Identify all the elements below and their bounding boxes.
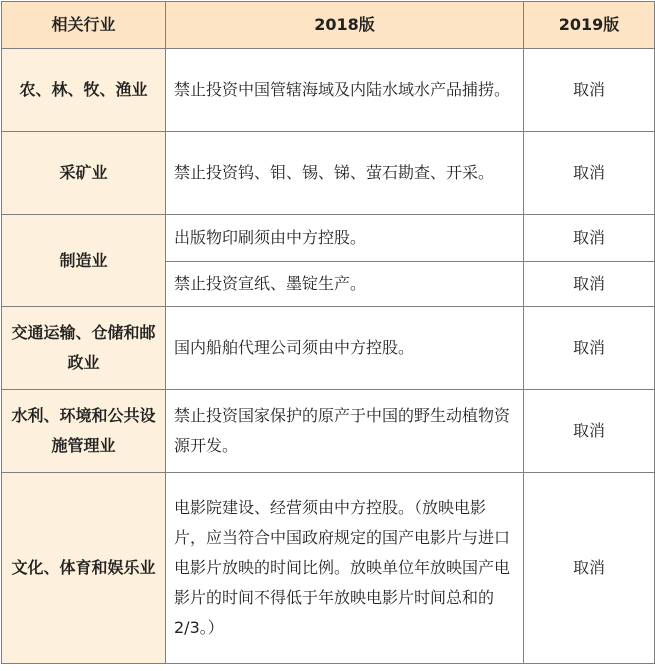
industry-cell: 农、林、牧、渔业 <box>2 49 166 132</box>
status-cell: 取消 <box>524 307 655 390</box>
document-page <box>1 1 654 669</box>
content-cell: 电影院建设、经营须由中方控股。（放映电影片，应当符合中国政府规定的国产电影片与进口电影片放映的时间比例。放映单位年放映国产电影片的时间不得低于年放映电影片时间总和的 2/3。） <box>166 473 524 664</box>
content-cell: 禁止投资钨、钼、锡、锑、萤石勘查、开采。 <box>166 132 524 215</box>
table-row <box>2 215 655 262</box>
content-cell: 禁止投资国家保护的原产于中国的野生动植物资源开发。 <box>166 390 524 473</box>
table-row <box>2 390 655 473</box>
industry-cell: 文化、体育和娱乐业 <box>2 473 166 664</box>
status-cell: 取消 <box>524 132 655 215</box>
status-cell: 取消 <box>524 390 655 473</box>
table-row <box>2 49 655 132</box>
table-row <box>2 132 655 215</box>
content-cell: 禁止投资中国管辖海域及内陆水域水产品捕捞。 <box>166 49 524 132</box>
industry-cell: 采矿业 <box>2 132 166 215</box>
content-cell: 国内船舶代理公司须由中方控股。 <box>166 307 524 390</box>
status-cell: 取消 <box>524 215 655 262</box>
header-2018-edition: 2018版 <box>166 2 524 49</box>
status-cell: 取消 <box>524 49 655 132</box>
industry-cell: 交通运输、仓储和邮政业 <box>2 307 166 390</box>
table-row <box>2 473 655 664</box>
negative-list-comparison-table <box>1 1 655 664</box>
table-row <box>2 307 655 390</box>
header-2019-edition: 2019版 <box>524 2 655 49</box>
table-header-row <box>2 2 655 49</box>
content-cell: 出版物印刷须由中方控股。 <box>166 215 524 262</box>
content-cell: 禁止投资宣纸、墨锭生产。 <box>166 262 524 307</box>
header-industry: 相关行业 <box>2 2 166 49</box>
status-cell: 取消 <box>524 262 655 307</box>
industry-cell: 制造业 <box>2 215 166 307</box>
status-cell: 取消 <box>524 473 655 664</box>
industry-cell: 水利、环境和公共设施管理业 <box>2 390 166 473</box>
